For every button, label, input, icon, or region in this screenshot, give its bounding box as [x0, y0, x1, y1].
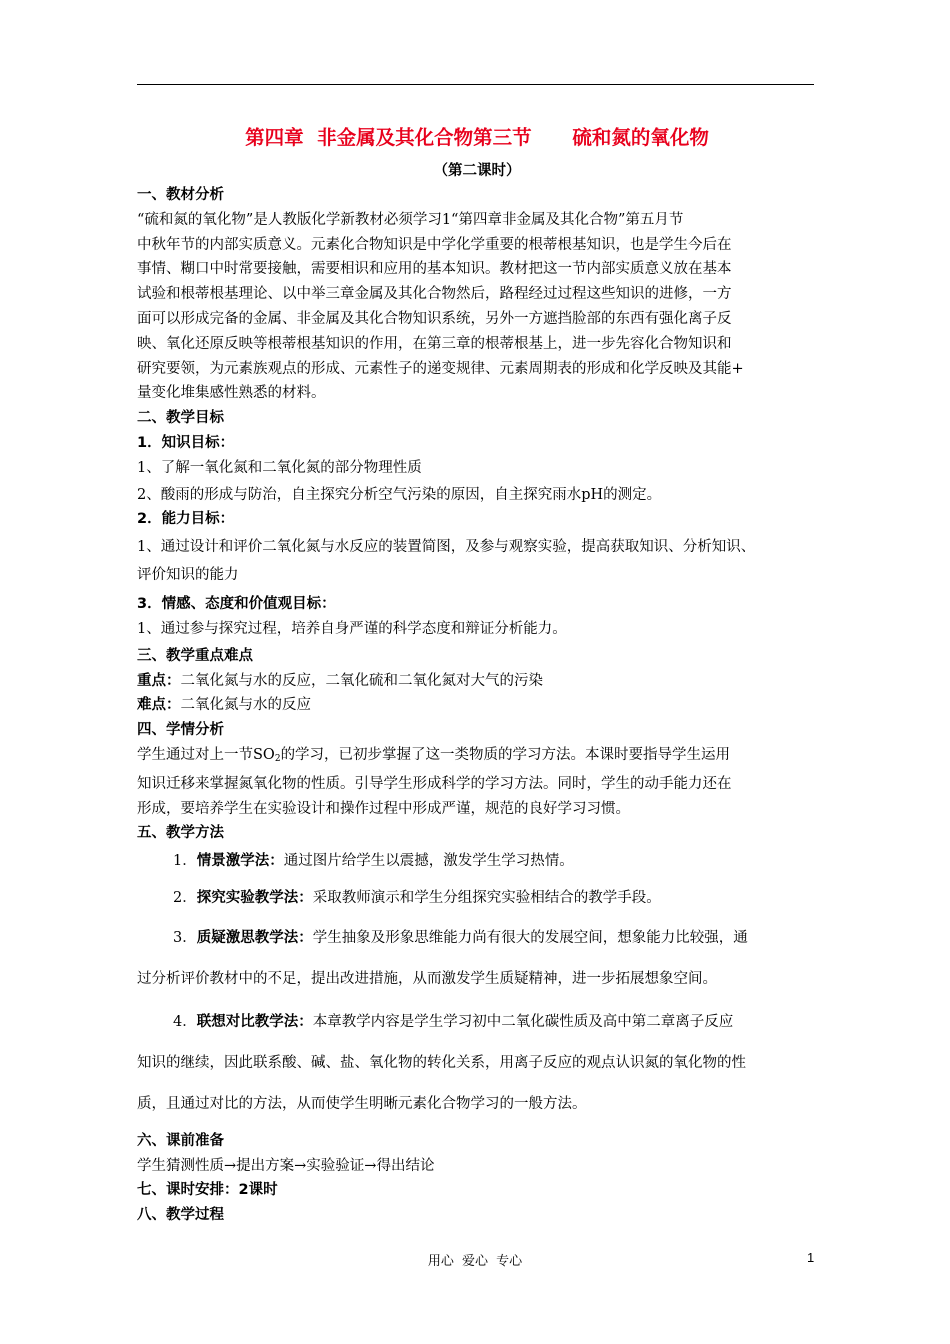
subheading-knowledge-goals: 1．知识目标： [137, 434, 235, 451]
section-heading-preparation: 六、课前准备 [137, 1132, 224, 1149]
method-number: 2． [173, 889, 197, 906]
method-number: 3． [173, 929, 197, 946]
method-text: 过分析评价教材中的不足，提出改进措施，从而激发学生质疑精神，进一步拓展想象空间。 [137, 970, 717, 987]
section-heading-process: 八、教学过程 [137, 1207, 224, 1224]
paragraph-line: 中秋年节的内部实质意义。元素化合物知识是中学化学重要的根蒂根基知识，也是学生今后在 [137, 236, 732, 253]
emotion-goal-item: 1、通过参与探究过程，培养自身严谨的科学态度和辩证分析能力。 [137, 620, 567, 637]
section-heading-teaching-methods: 五、教学方法 [137, 825, 224, 842]
student-analysis-line: 知识迁移来掌握氮氧化物的性质。引导学生形成科学的学习方法。同时，学生的动手能力还在 [137, 775, 732, 792]
paragraph-line: 映、氧化还原反映等根蒂根基知识的作用，在第三章的根蒂根基上，进一步先容化合物知识和 [137, 335, 732, 352]
key-point-row [137, 669, 817, 694]
header-rule [137, 84, 814, 85]
paragraph-line: “硫和氮的氧化物”是人教版化学新教材必须学习1“第四章非金属及其化合物”第五月节 [137, 211, 684, 228]
method-item [137, 1002, 817, 1125]
section-heading-key-points: 三、教学重点难点 [137, 647, 253, 664]
subheading-ability-goals: 2．能力目标： [137, 511, 235, 528]
method-number: 1． [173, 853, 197, 870]
document-body [137, 124, 817, 1228]
method-label: 情景激学法： [196, 853, 284, 870]
key-point-label: 重点： [137, 672, 181, 689]
method-text: 本章教学内容是学生学习初中二氧化碳性质及高中第二章离子反应 [312, 1013, 734, 1030]
method-number: 4． [173, 1013, 197, 1030]
section-heading-student-analysis: 四、学情分析 [137, 722, 224, 739]
method-item [137, 849, 817, 874]
page-title: 第四章 非金属及其化合物第三节 硫和氮的氧化物 [245, 126, 709, 149]
paragraph-line: 试验和根蒂根基理论、以中举三章金属及其化合物然后，路程经过过程这些知识的进修，一方 [137, 286, 732, 303]
section-heading-teaching-goals: 二、教学目标 [137, 410, 224, 427]
ability-goal-line: 评价知识的能力 [137, 567, 239, 584]
student-analysis-line: 形成，要培养学生在实验设计和操作过程中形成严谨，规范的良好学习习惯。 [137, 800, 630, 817]
subheading-emotion-goals: 3．情感、态度和价值观目标： [137, 596, 336, 613]
difficulty-label: 难点： [137, 697, 181, 714]
paragraph-line: 量变化堆集感性熟悉的材料。 [137, 385, 326, 402]
paragraph-line: 研究要领，为元素族观点的形成、元素性子的递变规律、元素周期表的形成和化学反映及其能+ [137, 360, 744, 377]
paragraph-line: 面可以形成完备的金属、非金属及其化合物知识系统，另外一方遮挡脸部的东西有强化离子反 [137, 310, 732, 327]
method-text: 知识的继续，因此联系酸、碱、盐、氧化物的转化关系，用离子反应的观点认识氮的氧化物的性 [137, 1054, 746, 1071]
knowledge-goal-item: 1、了解一氧化氮和二氧化氮的部分物理性质 [137, 459, 422, 476]
difficulty-row [137, 693, 817, 718]
page-number: 1 [807, 1250, 815, 1265]
method-text: 质，且通过对比的方法，从而使学生明晰元素化合物学习的一般方法。 [137, 1095, 587, 1112]
key-point-text: 二氧化氮与水的反应，二氧化硫和二氧化氮对大气的污染 [180, 672, 543, 689]
section-heading-textbook-analysis: 一、教材分析 [137, 187, 224, 203]
subscript: 2 [274, 753, 281, 764]
textbook-analysis-paragraph [137, 208, 817, 406]
method-text: 学生抽象及形象思维能力尚有很大的发展空间，想象能力比较强，通 [312, 929, 748, 946]
method-text: 采取教师演示和学生分组探究实验相结合的教学手段。 [312, 889, 661, 906]
page-subtitle: （第二课时） [433, 163, 521, 179]
method-text: 通过图片给学生以震撼，激发学生学习热情。 [283, 853, 574, 870]
preparation-text: 学生猜测性质→提出方案→实验验证→得出结论 [137, 1157, 435, 1174]
student-analysis-line [137, 743, 817, 772]
method-label: 联想对比教学法： [196, 1013, 313, 1030]
page-footer: 用心 爱心 专心 [427, 1254, 523, 1269]
method-label: 质疑激思教学法： [196, 929, 313, 946]
student-analysis-text: 学生通过对上一节SO [137, 746, 275, 763]
knowledge-goal-item: 2、酸雨的形成与防治，自主探究分析空气污染的原因，自主探究雨水pH的测定。 [137, 486, 662, 503]
student-analysis-text: 的学习，已初步掌握了这一类物质的学习方法。本课时要指导学生运用 [280, 746, 731, 763]
section-heading-schedule: 七、课时安排：2课时 [137, 1182, 278, 1199]
difficulty-text: 二氧化氮与水的反应 [180, 697, 311, 714]
paragraph-line: 事情、糊口中时常要接触，需要相识和应用的基本知识。教材把这一节内部实质意义放在基本 [137, 261, 732, 278]
ability-goal-line: 1、通过设计和评价二氧化氮与水反应的装置简图，及参与观察实验，提高获取知识、分析知识、 [137, 539, 756, 556]
method-item [137, 918, 817, 1000]
method-label: 探究实验教学法： [196, 889, 313, 906]
method-item [137, 886, 817, 911]
